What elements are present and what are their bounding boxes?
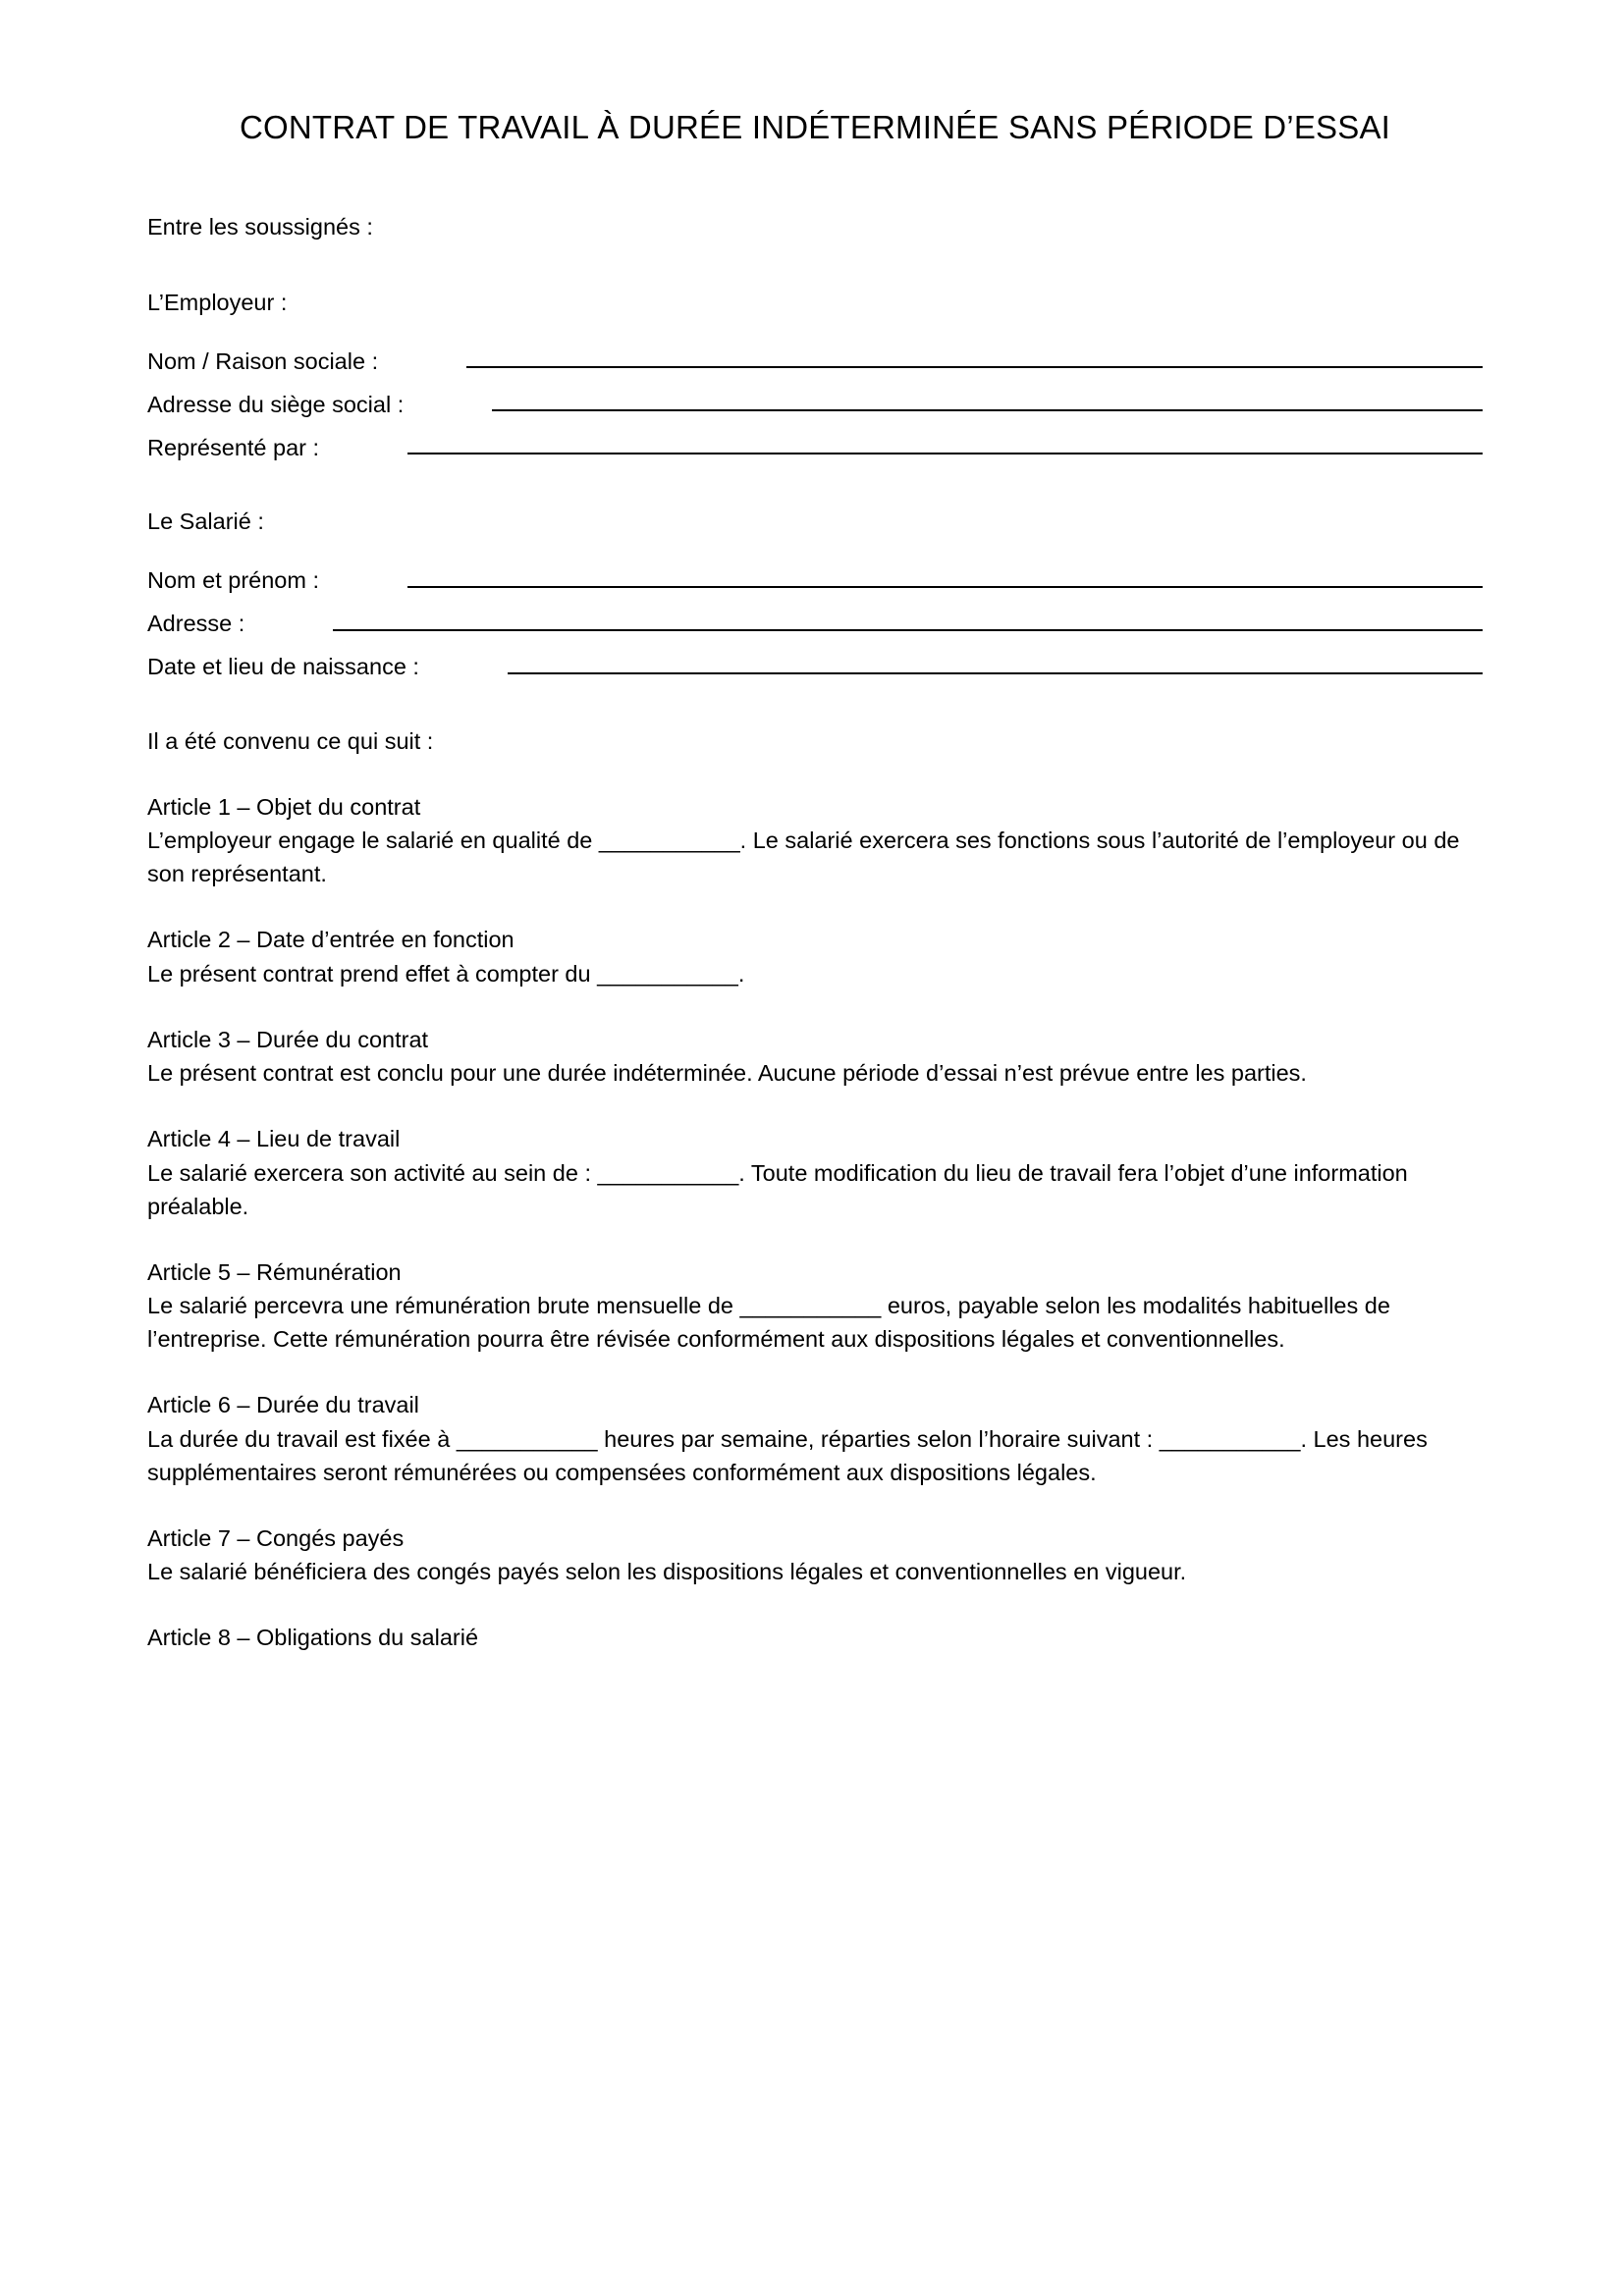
document-content (147, 0, 1483, 1655)
article-4 (147, 1123, 1483, 1222)
page-title: CONTRAT DE TRAVAIL À DURÉE INDÉTERMINÉE SANS PÉRIODE D’ESSAI (239, 109, 1391, 145)
employer-address-row (147, 376, 1483, 419)
employee-name-row (147, 553, 1483, 596)
article-4-title: Article 4 – Lieu de travail (147, 1126, 401, 1152)
employer-representative-input[interactable] (407, 453, 1483, 454)
employer-name-label: Nom / Raison sociale : (147, 347, 379, 374)
employee-address-input[interactable] (333, 629, 1483, 631)
article-5-body: Le salarié percevra une rémunération brute mensuelle de ___________ euros, payable selon les modalités habituelles de l’entreprise. Cette rémunération pourra être révisée conformément aux dispositions légales et conventionnelles. (147, 1293, 1390, 1353)
article-2-title: Article 2 – Date d’entrée en fonction (147, 927, 514, 953)
employee-heading: Le Salarié : (147, 508, 264, 535)
employer-name-input[interactable] (466, 366, 1483, 368)
article-3-body: Le présent contrat est conclu pour une durée indéterminée. Aucune période d’essai n’est prévue entre les parties. (147, 1060, 1307, 1087)
article-7-body: Le salarié bénéficiera des congés payés selon les dispositions légales et conventionnelles en vigueur. (147, 1559, 1187, 1585)
article-2-body: Le présent contrat prend effet à compter du ___________. (147, 960, 745, 987)
employee-address-row (147, 596, 1483, 639)
agreement-line: Il a été convenu ce qui suit : (147, 727, 434, 754)
article-7-title: Article 7 – Congés payés (147, 1524, 405, 1551)
article-4-body: Le salarié exercera son activité au sein de : ___________. Toute modification du lieu de travail fera l’objet d’une information préalable. (147, 1159, 1408, 1219)
employee-birth-input[interactable] (508, 672, 1483, 674)
article-5 (147, 1256, 1483, 1356)
article-8-title: Article 8 – Obligations du salarié (147, 1625, 479, 1651)
article-3-title: Article 3 – Durée du contrat (147, 1026, 429, 1052)
article-1 (147, 791, 1483, 890)
employer-representative-row (147, 419, 1483, 462)
article-6-body: La durée du travail est fixée à ___________ heures par semaine, réparties selon l’horaire suivant : ___________. Les heures supplémentaires seront rémunérées ou compensées conformément aux dispositions légales. (147, 1425, 1428, 1485)
employer-address-label: Adresse du siège social : (147, 391, 405, 417)
employer-heading: L’Employeur : (147, 289, 288, 315)
employer-representative-label: Représenté par : (147, 434, 320, 460)
intro-line: Entre les soussignés : (147, 213, 373, 240)
article-8 (147, 1622, 1483, 1654)
article-6-title: Article 6 – Durée du travail (147, 1392, 419, 1418)
employee-name-input[interactable] (407, 586, 1483, 588)
article-3 (147, 1024, 1483, 1090)
employer-name-row (147, 333, 1483, 376)
employer-address-input[interactable] (492, 409, 1483, 411)
article-1-title: Article 1 – Objet du contrat (147, 793, 421, 820)
article-7 (147, 1522, 1483, 1588)
article-2 (147, 924, 1483, 989)
employee-name-label: Nom et prénom : (147, 567, 320, 594)
article-6 (147, 1389, 1483, 1488)
article-1-body: L’employeur engage le salarié en qualité de ___________. Le salarié exercera ses fonctions sous l’autorité de l’employeur ou de son représentant. (147, 828, 1460, 887)
employee-birth-row (147, 639, 1483, 682)
employee-birth-label: Date et lieu de naissance : (147, 654, 419, 680)
employee-address-label: Adresse : (147, 611, 245, 637)
article-5-title: Article 5 – Rémunération (147, 1258, 402, 1285)
